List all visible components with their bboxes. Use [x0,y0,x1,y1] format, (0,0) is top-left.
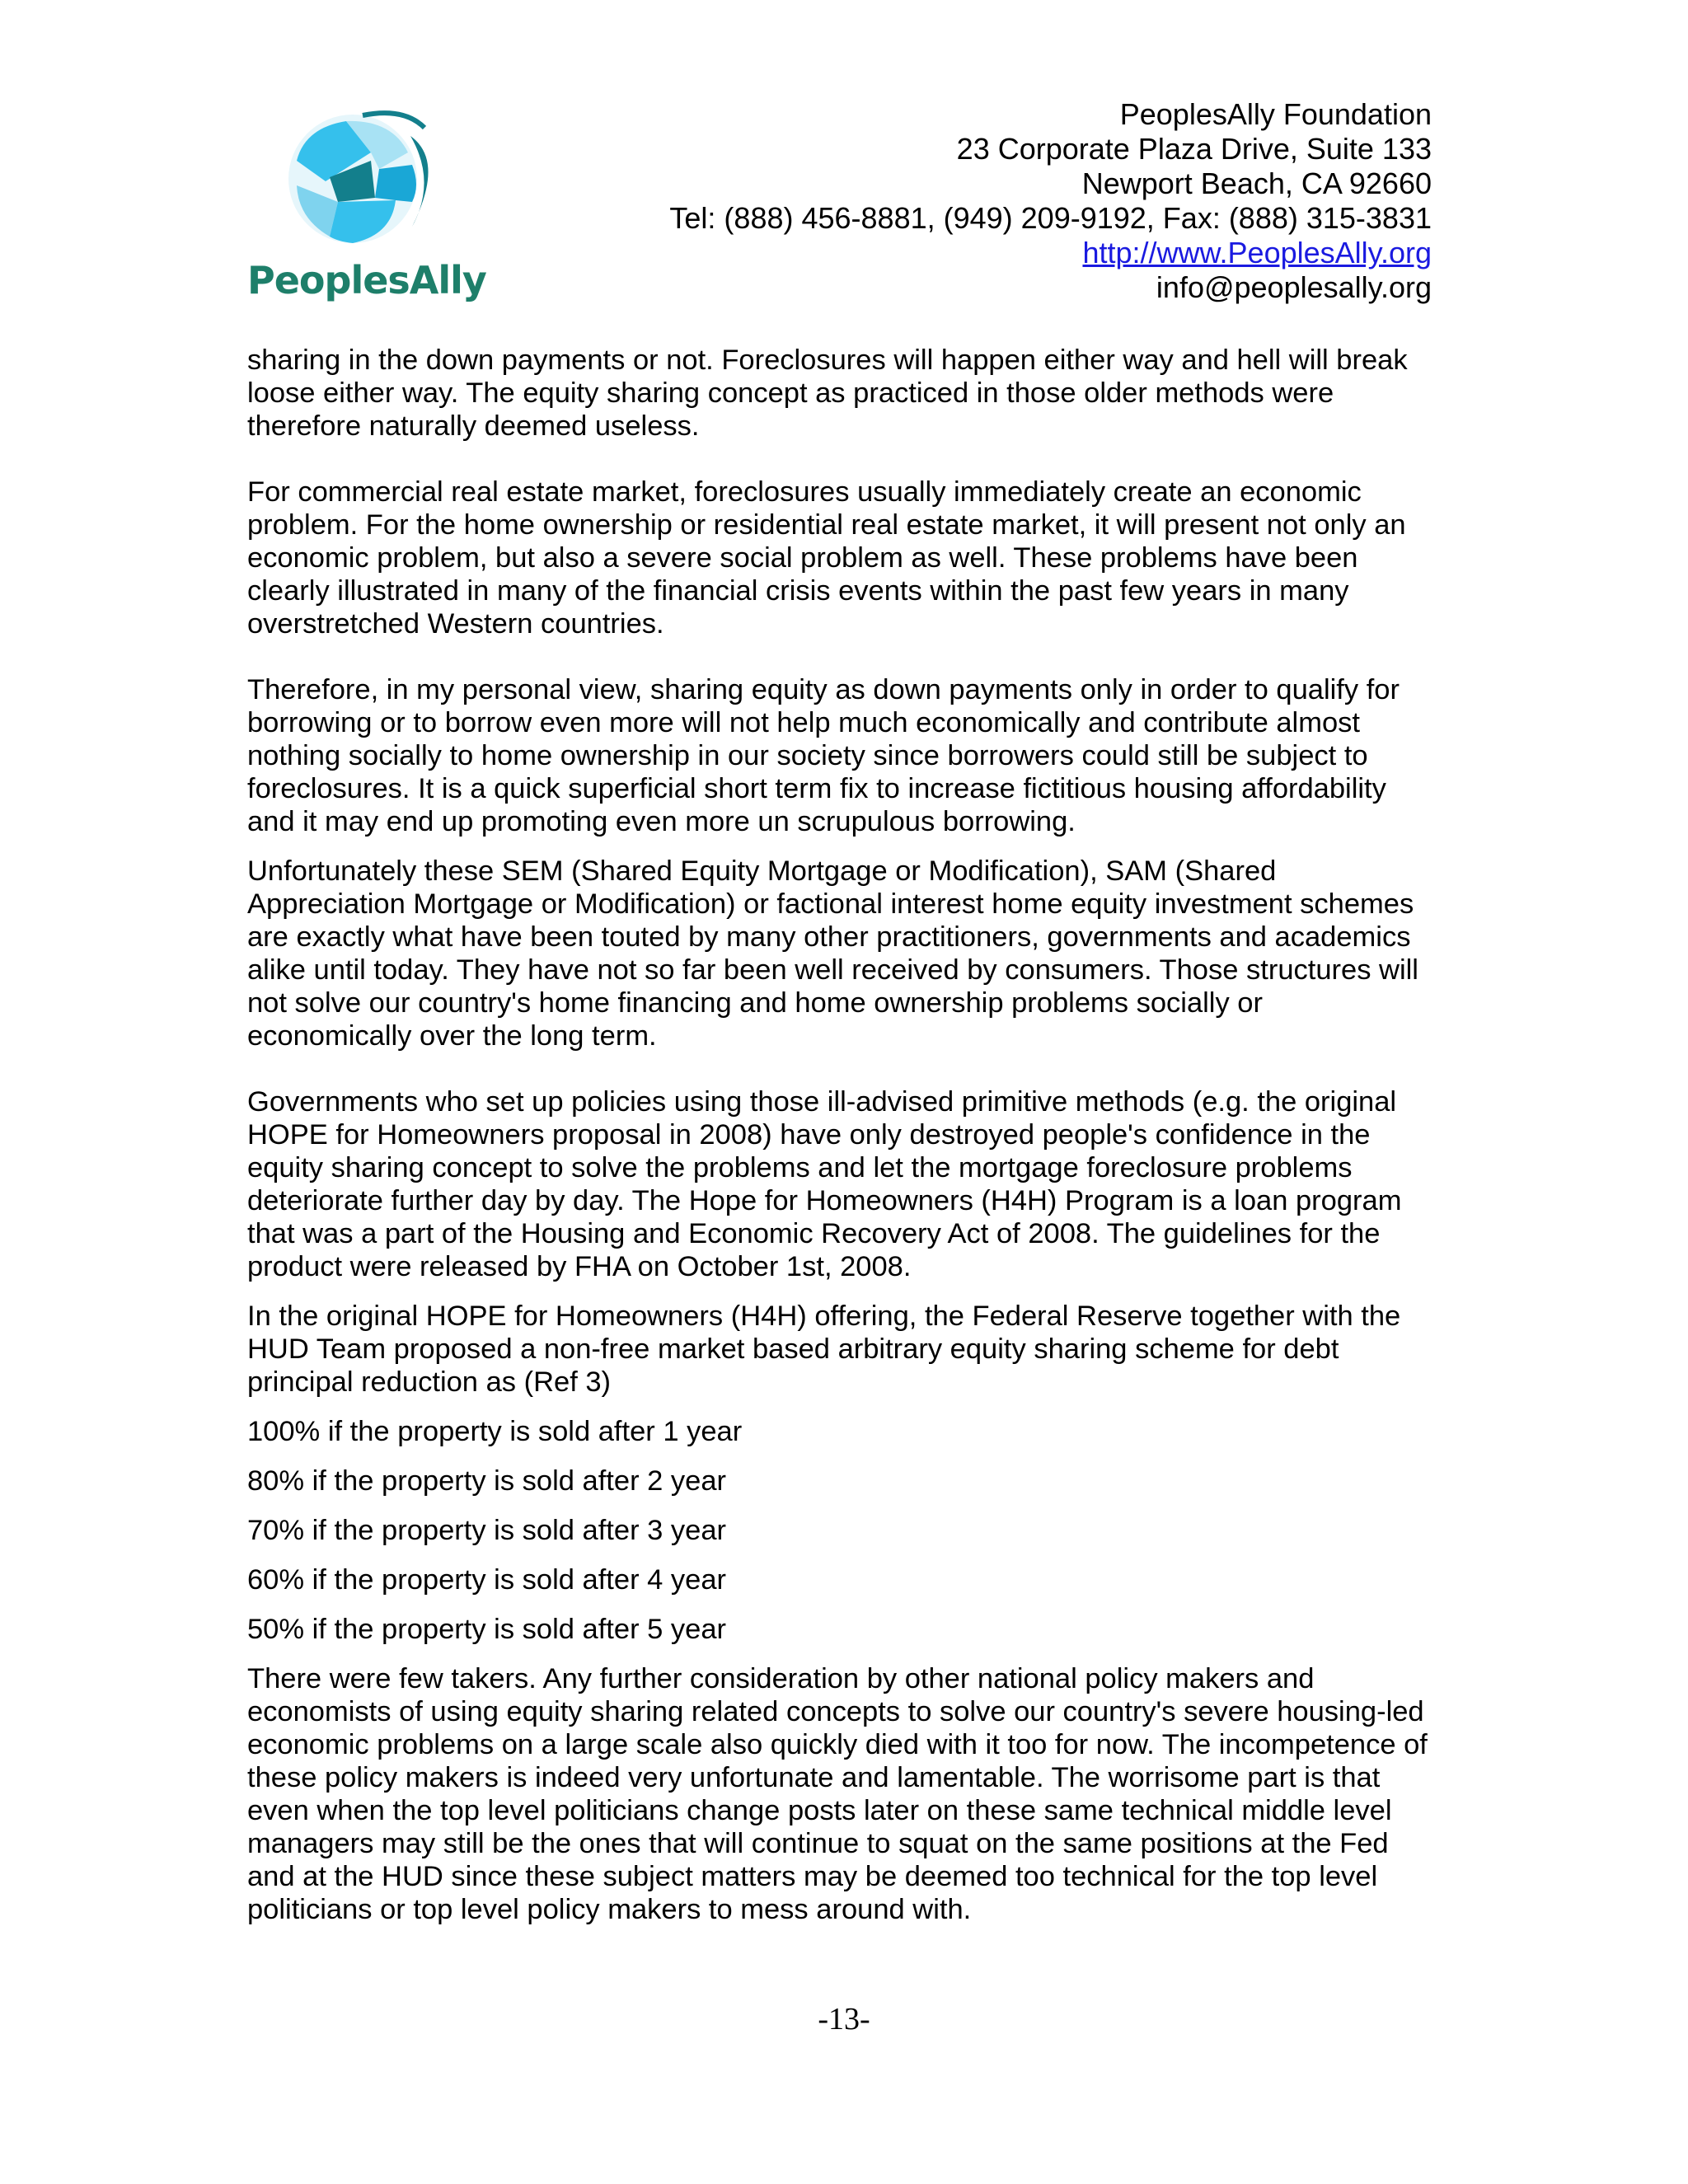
globe-logo-icon [247,103,470,255]
paragraph: Unfortunately these SEM (Shared Equity Mortgage or Modification), SAM (Shared Appreciation Mortgage or Modification) or factional interest home equity investment schemes are exactly what have been touted by many other practitioners, governments and academics alike until today. They have not so far been well received by consumers. Those structures will not solve our country's home financing and home ownership problems socially or economically over the long term. [247,855,1418,1052]
paragraph: For commercial real estate market, foreclosures usually immediately create an economic problem. For the home ownership or residential real estate market, it will present not only an economic problem, but also a severe social problem as well. These problems have been clearly illustrated in many of the financial crisis events within the past few years in many overstretched Western countries. [247,476,1406,640]
address-line-1: 23 Corporate Plaza Drive, Suite 133 [956,132,1432,166]
paragraph: sharing in the down payments or not. Foreclosures will happen either way and hell will break loose either way. The equity sharing concept as practiced in those older methods were therefore naturally deemed useless. [247,344,1408,442]
schedule-item: 50% if the property is sold after 5 year [247,1614,727,1645]
paragraph: In the original HOPE for Homeowners (H4H) offering, the Federal Reserve together with the HUD Team proposed a non-free market based arbitrary equity sharing scheme for debt principal reduction as (Ref 3) [247,1301,1401,1398]
paragraph: There were few takers. Any further consideration by other national policy makers and economists of using equity sharing related concepts to solve our country's severe housing-led economic problems on a large scale also quickly died with it too for now. The incompetence of these policy makers is indeed very unfortunate and lamentable. The worrisome part is that even when the top level politicians change posts later on these same technical middle level managers may still be the ones that will continue to squat on the same positions at the Fed and at the HUD since these subject matters may be deemed too technical for the top level politicians or top level policy makers to mess around with. [247,1663,1428,1925]
website-link[interactable]: http://www.PeoplesAlly.org [1082,236,1432,269]
address-line-2: Newport Beach, CA 92660 [1081,166,1432,200]
page-number: -13- [818,2002,870,2036]
paragraph: Therefore, in my personal view, sharing equity as down payments only in order to qualify for borrowing or to borrow even more will not help much economically and contribute almost nothing socially to home ownership in our society since borrowers could still be subject to foreclosures. It is a quick superficial short term fix to increase fictitious housing affordability and it may end up promoting even more un scrupulous borrowing. [247,674,1400,837]
document-body [247,344,1434,1926]
logo-wordmark: PeoplesAlly [247,258,486,302]
peoplesally-logo [247,103,486,309]
paragraph: Governments who set up policies using those ill-advised primitive methods (e.g. the original HOPE for Homeowners proposal in 2008) have only destroyed people's confidence in the equity sharing concept to solve the problems and let the mortgage foreclosure problems deteriorate further day by day. The Hope for Homeowners (H4H) Program is a loan program that was a part of the Housing and Economic Recovery Act of 2008. The guidelines for the product were released by FHA on October 1st, 2008. [247,1086,1402,1282]
schedule-item: 60% if the property is sold after 4 year [247,1564,727,1596]
letterhead [669,97,1432,305]
phone-fax: Tel: (888) 456-8881, (949) 209-9192, Fax: (888) 315-3831 [669,201,1432,235]
email-address: info@peoplesally.org [1156,270,1432,304]
schedule-item: 70% if the property is sold after 3 year [247,1515,727,1546]
org-name: PeoplesAlly Foundation [1119,97,1432,131]
schedule-item: 80% if the property is sold after 2 year [247,1465,727,1497]
schedule-item: 100% if the property is sold after 1 year [247,1416,743,1447]
